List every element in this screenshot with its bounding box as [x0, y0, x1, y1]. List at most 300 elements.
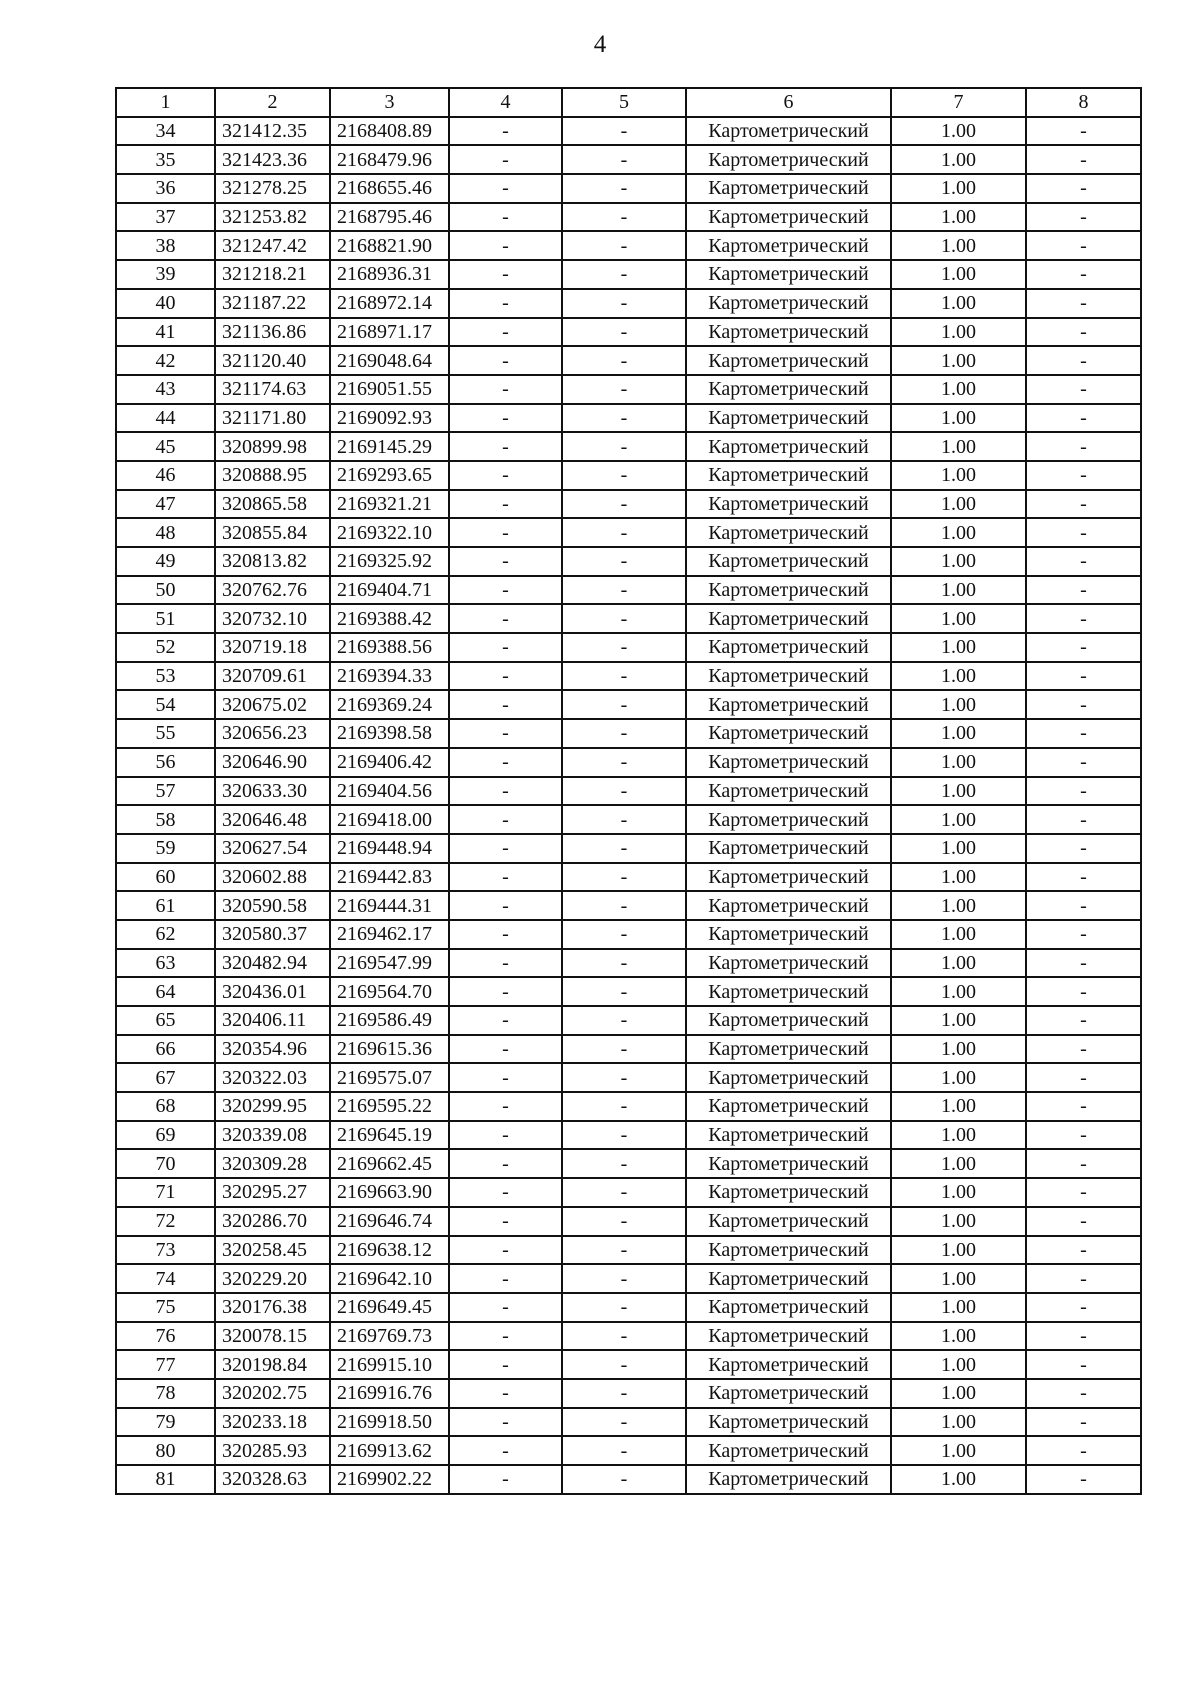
column-8-cell: - — [1026, 1379, 1141, 1408]
method-cell: Картометрический — [686, 203, 891, 232]
y-coordinate-cell: 2169916.76 — [330, 1379, 449, 1408]
column-4-cell: - — [449, 1379, 562, 1408]
method-cell: Картометрический — [686, 432, 891, 461]
method-cell: Картометрический — [686, 1149, 891, 1178]
method-cell: Картометрический — [686, 404, 891, 433]
y-coordinate-cell: 2169442.83 — [330, 863, 449, 892]
accuracy-cell: 1.00 — [891, 289, 1026, 318]
accuracy-cell: 1.00 — [891, 404, 1026, 433]
table-header — [116, 88, 1141, 117]
column-8-cell: - — [1026, 145, 1141, 174]
method-cell: Картометрический — [686, 1379, 891, 1408]
x-coordinate-cell: 320078.15 — [215, 1322, 330, 1351]
y-coordinate-cell: 2169145.29 — [330, 432, 449, 461]
column-5-cell: - — [562, 1121, 686, 1150]
column-5-cell: - — [562, 490, 686, 519]
column-8-cell: - — [1026, 633, 1141, 662]
column-8-cell: - — [1026, 805, 1141, 834]
table-row — [116, 777, 1141, 806]
y-coordinate-cell: 2169918.50 — [330, 1408, 449, 1437]
method-cell: Картометрический — [686, 1322, 891, 1351]
column-8-cell: - — [1026, 346, 1141, 375]
x-coordinate-cell: 320339.08 — [215, 1121, 330, 1150]
column-8-cell: - — [1026, 1092, 1141, 1121]
column-5-cell: - — [562, 834, 686, 863]
accuracy-cell: 1.00 — [891, 231, 1026, 260]
y-coordinate-cell: 2169325.92 — [330, 547, 449, 576]
column-4-cell: - — [449, 1236, 562, 1265]
point-number-cell: 47 — [116, 490, 215, 519]
column-4-cell: - — [449, 260, 562, 289]
column-4-cell: - — [449, 891, 562, 920]
y-coordinate-cell: 2169398.58 — [330, 719, 449, 748]
y-coordinate-cell: 2168408.89 — [330, 117, 449, 146]
accuracy-cell: 1.00 — [891, 977, 1026, 1006]
accuracy-cell: 1.00 — [891, 203, 1026, 232]
point-number-cell: 67 — [116, 1063, 215, 1092]
column-5-cell: - — [562, 117, 686, 146]
method-cell: Картометрический — [686, 719, 891, 748]
y-coordinate-cell: 2168795.46 — [330, 203, 449, 232]
accuracy-cell: 1.00 — [891, 1063, 1026, 1092]
column-8-cell: - — [1026, 719, 1141, 748]
column-5-cell: - — [562, 576, 686, 605]
column-5-cell: - — [562, 231, 686, 260]
method-cell: Картометрический — [686, 1465, 891, 1494]
column-4-cell: - — [449, 863, 562, 892]
x-coordinate-cell: 320899.98 — [215, 432, 330, 461]
point-number-cell: 39 — [116, 260, 215, 289]
column-4-cell: - — [449, 633, 562, 662]
y-coordinate-cell: 2168821.90 — [330, 231, 449, 260]
header-y-coordinate: 3 — [330, 88, 449, 117]
accuracy-cell: 1.00 — [891, 863, 1026, 892]
method-cell: Картометрический — [686, 117, 891, 146]
table-header-row — [116, 88, 1141, 117]
accuracy-cell: 1.00 — [891, 576, 1026, 605]
point-number-cell: 48 — [116, 518, 215, 547]
method-cell: Картометрический — [686, 576, 891, 605]
table-row — [116, 461, 1141, 490]
method-cell: Картометрический — [686, 949, 891, 978]
method-cell: Картометрический — [686, 547, 891, 576]
y-coordinate-cell: 2169915.10 — [330, 1350, 449, 1379]
method-cell: Картометрический — [686, 1350, 891, 1379]
accuracy-cell: 1.00 — [891, 346, 1026, 375]
x-coordinate-cell: 320732.10 — [215, 604, 330, 633]
point-number-cell: 64 — [116, 977, 215, 1006]
column-5-cell: - — [562, 805, 686, 834]
column-5-cell: - — [562, 949, 686, 978]
column-4-cell: - — [449, 1121, 562, 1150]
y-coordinate-cell: 2169404.56 — [330, 777, 449, 806]
header-point-number: 1 — [116, 88, 215, 117]
point-number-cell: 49 — [116, 547, 215, 576]
column-4-cell: - — [449, 949, 562, 978]
point-number-cell: 51 — [116, 604, 215, 633]
method-cell: Картометрический — [686, 805, 891, 834]
column-4-cell: - — [449, 1293, 562, 1322]
point-number-cell: 70 — [116, 1149, 215, 1178]
accuracy-cell: 1.00 — [891, 949, 1026, 978]
column-8-cell: - — [1026, 1322, 1141, 1351]
column-4-cell: - — [449, 145, 562, 174]
method-cell: Картометрический — [686, 1178, 891, 1207]
column-8-cell: - — [1026, 748, 1141, 777]
accuracy-cell: 1.00 — [891, 461, 1026, 490]
table-row — [116, 490, 1141, 519]
x-coordinate-cell: 321247.42 — [215, 231, 330, 260]
accuracy-cell: 1.00 — [891, 490, 1026, 519]
column-5-cell: - — [562, 1063, 686, 1092]
y-coordinate-cell: 2169646.74 — [330, 1207, 449, 1236]
table-row — [116, 260, 1141, 289]
x-coordinate-cell: 320354.96 — [215, 1035, 330, 1064]
column-4-cell: - — [449, 977, 562, 1006]
column-5-cell: - — [562, 174, 686, 203]
column-5-cell: - — [562, 920, 686, 949]
accuracy-cell: 1.00 — [891, 318, 1026, 347]
point-number-cell: 81 — [116, 1465, 215, 1494]
method-cell: Картометрический — [686, 891, 891, 920]
point-number-cell: 35 — [116, 145, 215, 174]
table-row — [116, 518, 1141, 547]
column-8-cell: - — [1026, 662, 1141, 691]
accuracy-cell: 1.00 — [891, 1207, 1026, 1236]
column-4-cell: - — [449, 777, 562, 806]
x-coordinate-cell: 320229.20 — [215, 1264, 330, 1293]
column-8-cell: - — [1026, 174, 1141, 203]
x-coordinate-cell: 320888.95 — [215, 461, 330, 490]
column-4-cell: - — [449, 1006, 562, 1035]
y-coordinate-cell: 2169586.49 — [330, 1006, 449, 1035]
method-cell: Картометрический — [686, 289, 891, 318]
table-row — [116, 174, 1141, 203]
column-5-cell: - — [562, 203, 686, 232]
column-5-cell: - — [562, 432, 686, 461]
accuracy-cell: 1.00 — [891, 518, 1026, 547]
header-x-coordinate: 2 — [215, 88, 330, 117]
table-row — [116, 834, 1141, 863]
column-5-cell: - — [562, 1035, 686, 1064]
table-row — [116, 1322, 1141, 1351]
column-4-cell: - — [449, 318, 562, 347]
column-4-cell: - — [449, 1063, 562, 1092]
point-number-cell: 46 — [116, 461, 215, 490]
column-8-cell: - — [1026, 576, 1141, 605]
table-row — [116, 1121, 1141, 1150]
accuracy-cell: 1.00 — [891, 375, 1026, 404]
point-number-cell: 62 — [116, 920, 215, 949]
table-row — [116, 891, 1141, 920]
accuracy-cell: 1.00 — [891, 260, 1026, 289]
table-row — [116, 920, 1141, 949]
accuracy-cell: 1.00 — [891, 690, 1026, 719]
point-number-cell: 77 — [116, 1350, 215, 1379]
column-4-cell: - — [449, 920, 562, 949]
point-number-cell: 69 — [116, 1121, 215, 1150]
point-number-cell: 75 — [116, 1293, 215, 1322]
table-row — [116, 690, 1141, 719]
y-coordinate-cell: 2169615.36 — [330, 1035, 449, 1064]
y-coordinate-cell: 2169418.00 — [330, 805, 449, 834]
y-coordinate-cell: 2169902.22 — [330, 1465, 449, 1494]
column-5-cell: - — [562, 1092, 686, 1121]
x-coordinate-cell: 320328.63 — [215, 1465, 330, 1494]
column-5-cell: - — [562, 1293, 686, 1322]
column-5-cell: - — [562, 1149, 686, 1178]
column-5-cell: - — [562, 1178, 686, 1207]
column-8-cell: - — [1026, 1264, 1141, 1293]
x-coordinate-cell: 321412.35 — [215, 117, 330, 146]
method-cell: Картометрический — [686, 662, 891, 691]
column-5-cell: - — [562, 346, 686, 375]
y-coordinate-cell: 2169913.62 — [330, 1436, 449, 1465]
method-cell: Картометрический — [686, 1293, 891, 1322]
column-4-cell: - — [449, 375, 562, 404]
column-5-cell: - — [562, 1436, 686, 1465]
table-row — [116, 1092, 1141, 1121]
column-8-cell: - — [1026, 1006, 1141, 1035]
header-accuracy: 7 — [891, 88, 1026, 117]
table-row — [116, 404, 1141, 433]
column-5-cell: - — [562, 461, 686, 490]
method-cell: Картометрический — [686, 1436, 891, 1465]
table-row — [116, 318, 1141, 347]
y-coordinate-cell: 2169564.70 — [330, 977, 449, 1006]
y-coordinate-cell: 2169638.12 — [330, 1236, 449, 1265]
point-number-cell: 59 — [116, 834, 215, 863]
accuracy-cell: 1.00 — [891, 1006, 1026, 1035]
table-row — [116, 375, 1141, 404]
column-8-cell: - — [1026, 289, 1141, 318]
y-coordinate-cell: 2169321.21 — [330, 490, 449, 519]
column-5-cell: - — [562, 1264, 686, 1293]
point-number-cell: 37 — [116, 203, 215, 232]
column-8-cell: - — [1026, 117, 1141, 146]
column-4-cell: - — [449, 1350, 562, 1379]
column-5-cell: - — [562, 977, 686, 1006]
point-number-cell: 80 — [116, 1436, 215, 1465]
y-coordinate-cell: 2169645.19 — [330, 1121, 449, 1150]
method-cell: Картометрический — [686, 1236, 891, 1265]
column-5-cell: - — [562, 891, 686, 920]
method-cell: Картометрический — [686, 633, 891, 662]
column-5-cell: - — [562, 719, 686, 748]
y-coordinate-cell: 2169444.31 — [330, 891, 449, 920]
column-8-cell: - — [1026, 404, 1141, 433]
x-coordinate-cell: 321136.86 — [215, 318, 330, 347]
column-4-cell: - — [449, 748, 562, 777]
column-4-cell: - — [449, 1408, 562, 1437]
x-coordinate-cell: 320646.48 — [215, 805, 330, 834]
table-row — [116, 346, 1141, 375]
x-coordinate-cell: 320646.90 — [215, 748, 330, 777]
x-coordinate-cell: 320762.76 — [215, 576, 330, 605]
y-coordinate-cell: 2169448.94 — [330, 834, 449, 863]
column-5-cell: - — [562, 1236, 686, 1265]
column-4-cell: - — [449, 1465, 562, 1494]
column-4-cell: - — [449, 719, 562, 748]
point-number-cell: 52 — [116, 633, 215, 662]
y-coordinate-cell: 2169769.73 — [330, 1322, 449, 1351]
accuracy-cell: 1.00 — [891, 1092, 1026, 1121]
method-cell: Картометрический — [686, 1063, 891, 1092]
x-coordinate-cell: 320865.58 — [215, 490, 330, 519]
accuracy-cell: 1.00 — [891, 432, 1026, 461]
y-coordinate-cell: 2168971.17 — [330, 318, 449, 347]
x-coordinate-cell: 320656.23 — [215, 719, 330, 748]
page-number: 4 — [593, 31, 607, 58]
x-coordinate-cell: 321120.40 — [215, 346, 330, 375]
coordinates-table — [115, 87, 1142, 1495]
point-number-cell: 42 — [116, 346, 215, 375]
y-coordinate-cell: 2168655.46 — [330, 174, 449, 203]
column-5-cell: - — [562, 1207, 686, 1236]
x-coordinate-cell: 320482.94 — [215, 949, 330, 978]
accuracy-cell: 1.00 — [891, 748, 1026, 777]
accuracy-cell: 1.00 — [891, 633, 1026, 662]
column-4-cell: - — [449, 1092, 562, 1121]
point-number-cell: 72 — [116, 1207, 215, 1236]
x-coordinate-cell: 320633.30 — [215, 777, 330, 806]
column-4-cell: - — [449, 690, 562, 719]
table-row — [116, 1207, 1141, 1236]
column-5-cell: - — [562, 1006, 686, 1035]
column-5-cell: - — [562, 289, 686, 318]
y-coordinate-cell: 2169048.64 — [330, 346, 449, 375]
table-row — [116, 863, 1141, 892]
table-row — [116, 1436, 1141, 1465]
header-column-5: 5 — [562, 88, 686, 117]
column-5-cell: - — [562, 404, 686, 433]
y-coordinate-cell: 2169369.24 — [330, 690, 449, 719]
x-coordinate-cell: 321423.36 — [215, 145, 330, 174]
y-coordinate-cell: 2169406.42 — [330, 748, 449, 777]
column-5-cell: - — [562, 1408, 686, 1437]
column-4-cell: - — [449, 461, 562, 490]
point-number-cell: 68 — [116, 1092, 215, 1121]
y-coordinate-cell: 2169051.55 — [330, 375, 449, 404]
column-8-cell: - — [1026, 920, 1141, 949]
point-number-cell: 34 — [116, 117, 215, 146]
column-5-cell: - — [562, 1350, 686, 1379]
column-8-cell: - — [1026, 518, 1141, 547]
column-5-cell: - — [562, 260, 686, 289]
method-cell: Картометрический — [686, 490, 891, 519]
method-cell: Картометрический — [686, 260, 891, 289]
column-8-cell: - — [1026, 690, 1141, 719]
x-coordinate-cell: 320590.58 — [215, 891, 330, 920]
x-coordinate-cell: 320233.18 — [215, 1408, 330, 1437]
column-8-cell: - — [1026, 1436, 1141, 1465]
x-coordinate-cell: 320436.01 — [215, 977, 330, 1006]
column-8-cell: - — [1026, 1063, 1141, 1092]
x-coordinate-cell: 320299.95 — [215, 1092, 330, 1121]
accuracy-cell: 1.00 — [891, 1178, 1026, 1207]
x-coordinate-cell: 320202.75 — [215, 1379, 330, 1408]
column-5-cell: - — [562, 375, 686, 404]
column-4-cell: - — [449, 1035, 562, 1064]
column-5-cell: - — [562, 748, 686, 777]
method-cell: Картометрический — [686, 863, 891, 892]
accuracy-cell: 1.00 — [891, 920, 1026, 949]
accuracy-cell: 1.00 — [891, 834, 1026, 863]
table-row — [116, 748, 1141, 777]
column-5-cell: - — [562, 777, 686, 806]
column-4-cell: - — [449, 834, 562, 863]
point-number-cell: 60 — [116, 863, 215, 892]
point-number-cell: 54 — [116, 690, 215, 719]
accuracy-cell: 1.00 — [891, 547, 1026, 576]
point-number-cell: 73 — [116, 1236, 215, 1265]
column-4-cell: - — [449, 203, 562, 232]
column-4-cell: - — [449, 346, 562, 375]
column-4-cell: - — [449, 231, 562, 260]
y-coordinate-cell: 2169388.42 — [330, 604, 449, 633]
accuracy-cell: 1.00 — [891, 777, 1026, 806]
x-coordinate-cell: 321253.82 — [215, 203, 330, 232]
column-4-cell: - — [449, 1264, 562, 1293]
y-coordinate-cell: 2169662.45 — [330, 1149, 449, 1178]
point-number-cell: 61 — [116, 891, 215, 920]
method-cell: Картометрический — [686, 461, 891, 490]
x-coordinate-cell: 321218.21 — [215, 260, 330, 289]
accuracy-cell: 1.00 — [891, 117, 1026, 146]
column-8-cell: - — [1026, 777, 1141, 806]
point-number-cell: 56 — [116, 748, 215, 777]
table-row — [116, 1350, 1141, 1379]
accuracy-cell: 1.00 — [891, 1436, 1026, 1465]
y-coordinate-cell: 2169595.22 — [330, 1092, 449, 1121]
y-coordinate-cell: 2169404.71 — [330, 576, 449, 605]
accuracy-cell: 1.00 — [891, 662, 1026, 691]
header-method: 6 — [686, 88, 891, 117]
method-cell: Картометрический — [686, 690, 891, 719]
column-5-cell: - — [562, 863, 686, 892]
x-coordinate-cell: 320675.02 — [215, 690, 330, 719]
table-row — [116, 662, 1141, 691]
method-cell: Картометрический — [686, 1006, 891, 1035]
table-row — [116, 576, 1141, 605]
y-coordinate-cell: 2169642.10 — [330, 1264, 449, 1293]
point-number-cell: 50 — [116, 576, 215, 605]
x-coordinate-cell: 320198.84 — [215, 1350, 330, 1379]
accuracy-cell: 1.00 — [891, 1293, 1026, 1322]
y-coordinate-cell: 2168936.31 — [330, 260, 449, 289]
table-row — [116, 633, 1141, 662]
column-8-cell: - — [1026, 490, 1141, 519]
accuracy-cell: 1.00 — [891, 604, 1026, 633]
x-coordinate-cell: 320719.18 — [215, 633, 330, 662]
y-coordinate-cell: 2169322.10 — [330, 518, 449, 547]
table-row — [116, 719, 1141, 748]
method-cell: Картометрический — [686, 834, 891, 863]
accuracy-cell: 1.00 — [891, 1121, 1026, 1150]
x-coordinate-cell: 320285.93 — [215, 1436, 330, 1465]
column-4-cell: - — [449, 174, 562, 203]
column-8-cell: - — [1026, 547, 1141, 576]
column-5-cell: - — [562, 1322, 686, 1351]
column-4-cell: - — [449, 547, 562, 576]
accuracy-cell: 1.00 — [891, 1379, 1026, 1408]
column-8-cell: - — [1026, 604, 1141, 633]
y-coordinate-cell: 2168972.14 — [330, 289, 449, 318]
x-coordinate-cell: 321171.80 — [215, 404, 330, 433]
table-row — [116, 1149, 1141, 1178]
column-8-cell: - — [1026, 1236, 1141, 1265]
point-number-cell: 79 — [116, 1408, 215, 1437]
